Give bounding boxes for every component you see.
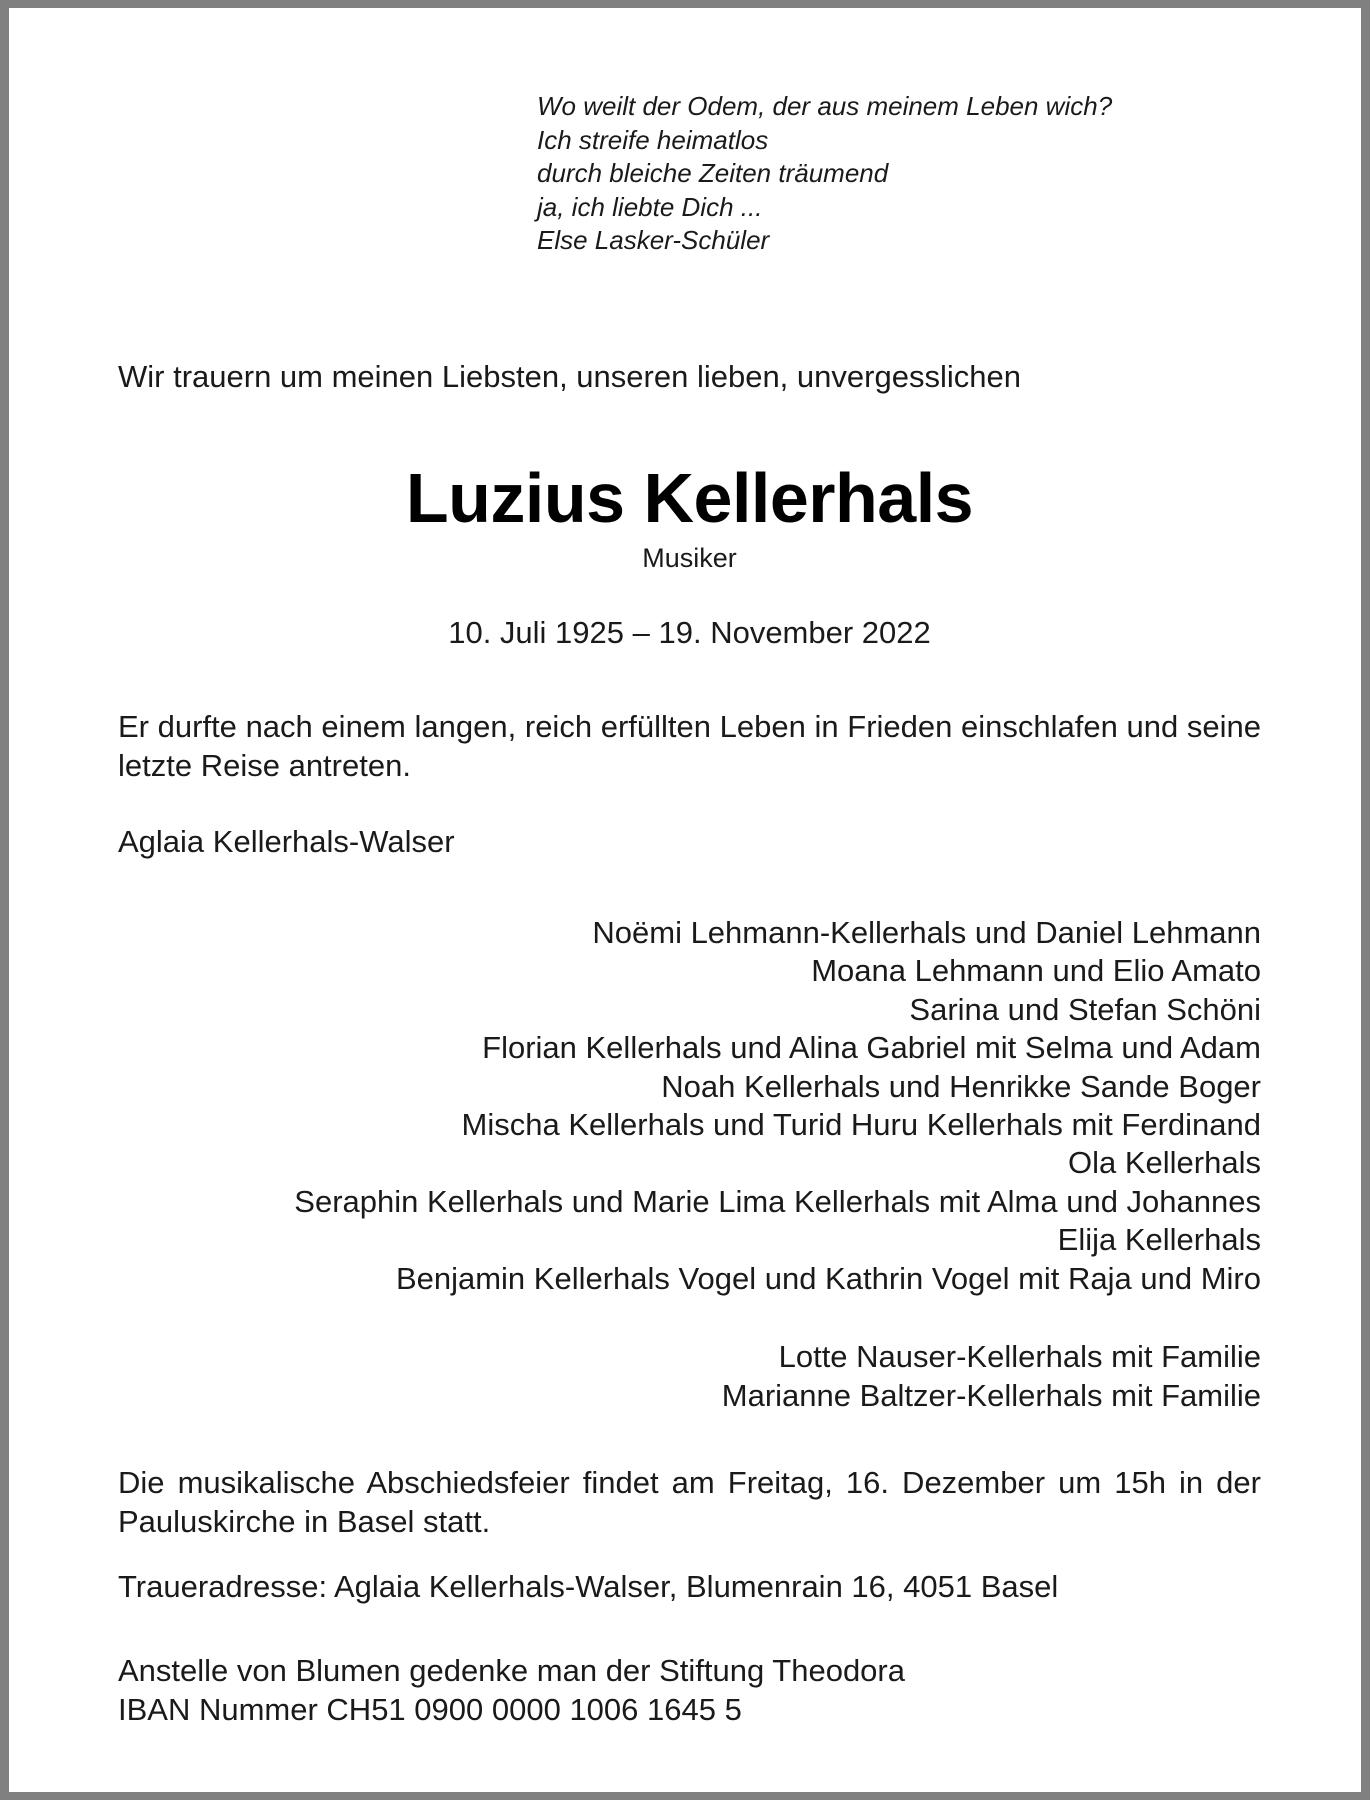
donation-info — [118, 1652, 1261, 1729]
deceased-name: Luzius Kellerhals — [405, 459, 974, 537]
donation-line: Anstelle von Blumen gedenke man der Stiftung Theodora — [118, 1653, 905, 1688]
relatives-line: Marianne Baltzer-Kellerhals mit Familie — [721, 1377, 1261, 1413]
poem-line: ja, ich liebte Dich ... — [537, 191, 763, 222]
family-line: Seraphin Kellerhals und Marie Lima Kellerhals mit Alma und Johannes — [294, 1183, 1261, 1219]
family-line: Mischa Kellerhals und Turid Huru Kellerhals mit Ferdinand — [461, 1107, 1261, 1143]
relatives-list — [118, 1338, 1261, 1415]
deceased-profession: Musiker — [642, 543, 737, 573]
family-line: Noëmi Lehmann-Kellerhals und Daniel Lehmann — [592, 915, 1261, 950]
poem-quote — [537, 90, 1112, 258]
mourning-address: Traueradresse: Aglaia Kellerhals-Walser, Blumenrain 16, 4051 Basel — [118, 1569, 1059, 1604]
poem-line: durch bleiche Zeiten träumend — [537, 158, 889, 188]
life-dates: 10. Juli 1925 – 19. November 2022 — [448, 615, 931, 650]
obituary-page — [9, 8, 1361, 1792]
relatives-line: Lotte Nauser-Kellerhals mit Familie — [778, 1339, 1261, 1374]
family-list — [118, 914, 1261, 1298]
spouse-name: Aglaia Kellerhals-Walser — [118, 824, 455, 859]
family-line: Elija Kellerhals — [1057, 1222, 1261, 1258]
family-line: Noah Kellerhals und Henrikke Sande Boger — [661, 1068, 1261, 1104]
ceremony-paragraph: Die musikalische Abschiedsfeier findet am Freitag, 16. Dezember um 15h in der Pauluskirche in Basel statt. — [118, 1465, 1261, 1539]
intro-text: Wir trauern um meinen Liebsten, unseren lieben, unvergesslichen — [118, 359, 1021, 394]
iban-line: IBAN Nummer CH51 0900 0000 1006 1645 5 — [118, 1691, 742, 1727]
family-line: Moana Lehmann und Elio Amato — [811, 953, 1261, 989]
family-line: Benjamin Kellerhals Vogel und Kathrin Vogel mit Raja und Miro — [395, 1260, 1261, 1296]
poem-author: Else Lasker-Schüler — [537, 225, 770, 255]
poem-line: Ich streife heimatlos — [537, 124, 769, 155]
family-line: Sarina und Stefan Schöni — [909, 991, 1261, 1027]
message-paragraph: Er durfte nach einem langen, reich erfüllten Leben in Frieden einschlafen und seine letzte Reise antreten. — [118, 709, 1261, 783]
poem-line: Wo weilt der Odem, der aus meinem Leben wich? — [537, 91, 1113, 121]
family-line: Ola Kellerhals — [1068, 1145, 1261, 1181]
family-line: Florian Kellerhals und Alina Gabriel mit Selma und Adam — [482, 1030, 1261, 1066]
